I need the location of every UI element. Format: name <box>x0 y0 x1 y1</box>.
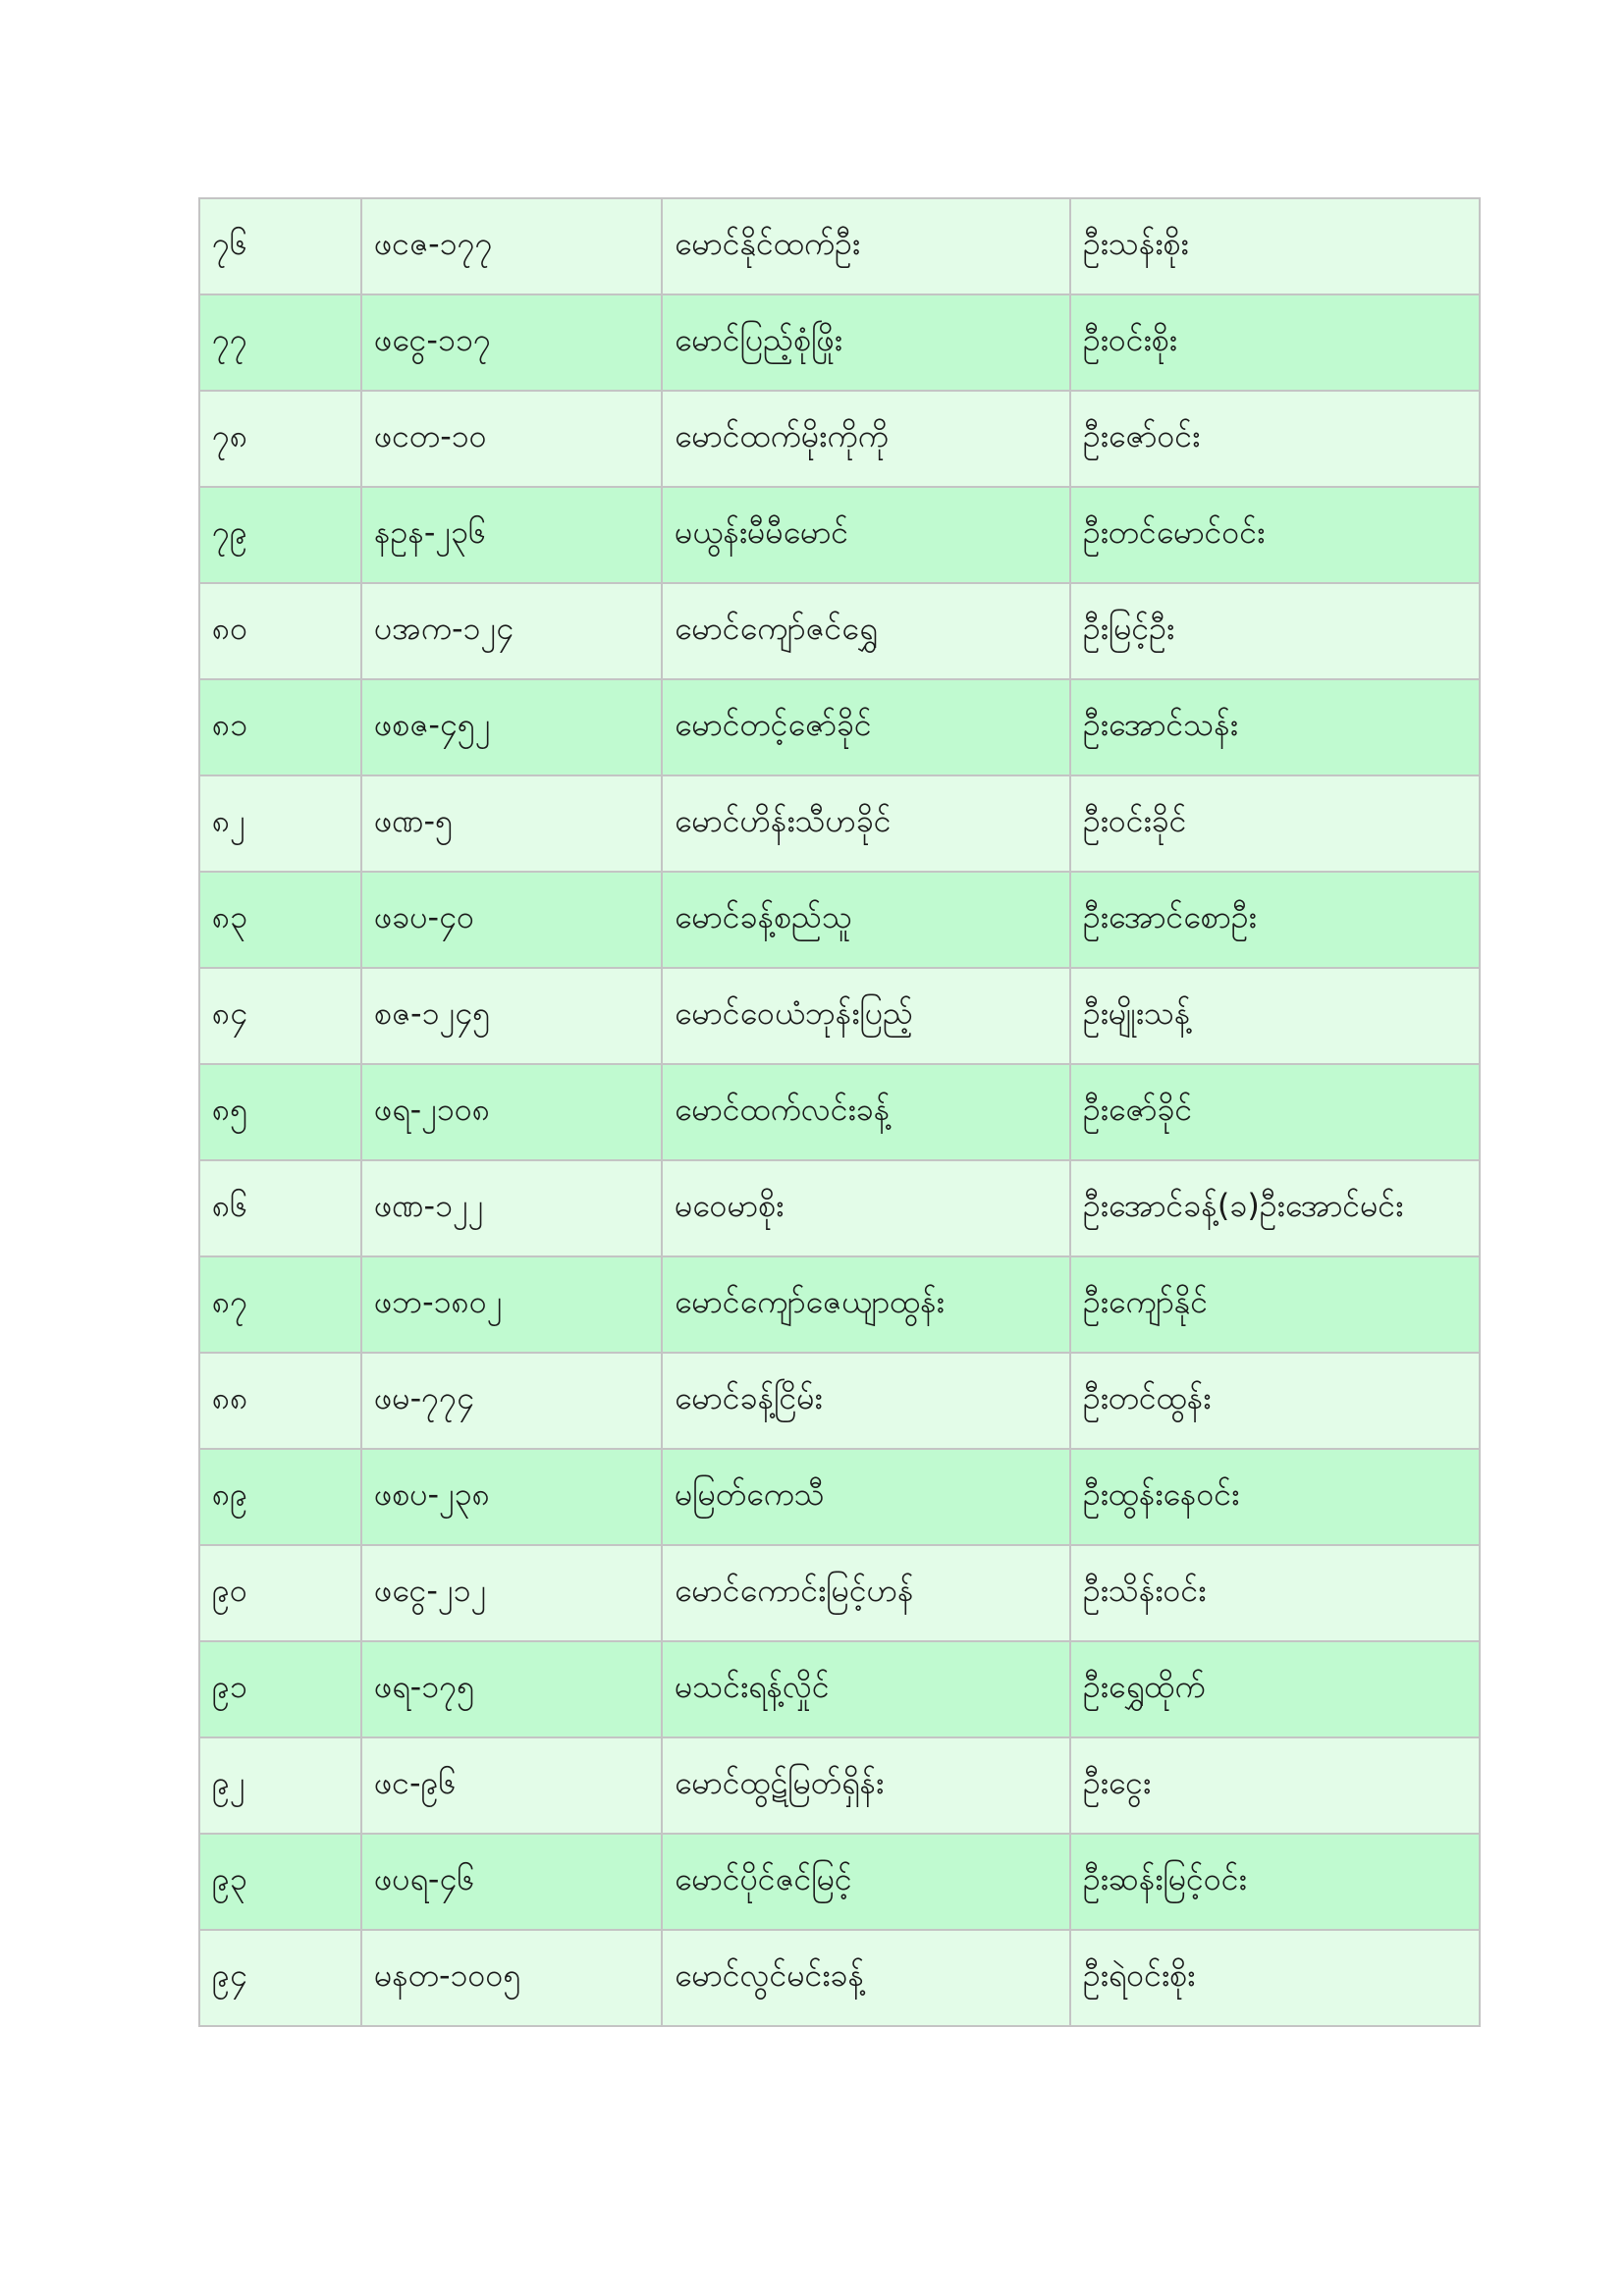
roll-number-cell: ဖမ-၇၇၄ <box>361 1353 662 1449</box>
father-name-cell: ဦးသိန်းဝင်း <box>1070 1545 1480 1641</box>
student-name-cell: မောင်တင့်ဇော်ခိုင် <box>662 679 1070 775</box>
table-row <box>199 1449 1480 1545</box>
roll-number-cell: ဖခပ-၄၀ <box>361 872 662 968</box>
table-row <box>199 1256 1480 1353</box>
father-name-cell: ဦးတင်မောင်ဝင်း <box>1070 487 1480 583</box>
table-row <box>199 294 1480 391</box>
father-name-cell: ဦးတင်ထွန်း <box>1070 1353 1480 1449</box>
father-name-cell: ဦးသန်းစိုး <box>1070 198 1480 294</box>
father-name-cell: ဦးဇော်ခိုင် <box>1070 1064 1480 1160</box>
student-name-cell: မဝေမာစိုး <box>662 1160 1070 1256</box>
father-name-cell: ဦးအောင်သန်း <box>1070 679 1480 775</box>
row-number-cell: ၉၁ <box>199 1641 361 1737</box>
row-number-cell: ၈၂ <box>199 775 361 872</box>
table-row <box>199 391 1480 487</box>
roll-number-cell: ဖငဇ-၁၇၇ <box>361 198 662 294</box>
father-name-cell: ဦးဝင်းခိုင် <box>1070 775 1480 872</box>
table-row <box>199 1641 1480 1737</box>
student-name-cell: မောင်ကျော်ဇင်ရွှေ <box>662 583 1070 679</box>
table-row <box>199 1545 1480 1641</box>
student-name-cell: မောင်ပြည့်စုံဖြိုး <box>662 294 1070 391</box>
table-row <box>199 968 1480 1064</box>
roll-number-cell: ဖပရ-၄၆ <box>361 1834 662 1930</box>
roll-number-cell: ပအက-၁၂၄ <box>361 583 662 679</box>
roll-number-cell: နဥန-၂၃၆ <box>361 487 662 583</box>
table-row <box>199 1930 1480 2026</box>
row-number-cell: ၈၃ <box>199 872 361 968</box>
row-number-cell: ၈၉ <box>199 1449 361 1545</box>
roll-number-cell: ဖစပ-၂၃၈ <box>361 1449 662 1545</box>
row-number-cell: ၇၈ <box>199 391 361 487</box>
row-number-cell: ၇၉ <box>199 487 361 583</box>
table-row <box>199 1160 1480 1256</box>
student-name-cell: မောင်ဝေယံဘုန်းပြည့် <box>662 968 1070 1064</box>
student-name-cell: မောင်ဟိန်းသီဟခိုင် <box>662 775 1070 872</box>
student-name-cell: မသင်းရန့်လှိုင် <box>662 1641 1070 1737</box>
student-name-cell: မောင်လွင်မင်းခန့် <box>662 1930 1070 2026</box>
row-number-cell: ၈၀ <box>199 583 361 679</box>
student-name-cell: မောင်ပိုင်ဇင်မြင့် <box>662 1834 1070 1930</box>
row-number-cell: ၉၄ <box>199 1930 361 2026</box>
row-number-cell: ၇၆ <box>199 198 361 294</box>
roll-number-cell: ဖရ-၂၁၀၈ <box>361 1064 662 1160</box>
father-name-cell: ဦးဝင်းစိုး <box>1070 294 1480 391</box>
row-number-cell: ၇၇ <box>199 294 361 391</box>
father-name-cell: ဦးထွန်းနေဝင်း <box>1070 1449 1480 1545</box>
student-name-cell: မောင်ကျော်ဇေယျာထွန်း <box>662 1256 1070 1353</box>
roll-number-cell: ဖစဇ-၄၅၂ <box>361 679 662 775</box>
student-name-cell: မောင်ခန့်စည်သူ <box>662 872 1070 968</box>
roll-number-cell: ဖငွေ-၂၁၂ <box>361 1545 662 1641</box>
student-name-cell: မယွန်းမီမီမောင် <box>662 487 1070 583</box>
table-row <box>199 583 1480 679</box>
roll-number-cell: ဖင-၉၆ <box>361 1737 662 1834</box>
table-row <box>199 872 1480 968</box>
row-number-cell: ၈၇ <box>199 1256 361 1353</box>
table-row <box>199 679 1480 775</box>
student-roster-table <box>198 197 1481 2027</box>
student-name-cell: မမြတ်ကေသီ <box>662 1449 1070 1545</box>
roll-number-cell: စဇ-၁၂၄၅ <box>361 968 662 1064</box>
father-name-cell: ဦးရွှေထိုက် <box>1070 1641 1480 1737</box>
father-name-cell: ဦးဆန်းမြင့်ဝင်း <box>1070 1834 1480 1930</box>
father-name-cell: ဦးမျိုးသန့် <box>1070 968 1480 1064</box>
student-name-cell: မောင်ကောင်းမြင့်ဟန် <box>662 1545 1070 1641</box>
roster-body <box>199 198 1480 2026</box>
table-row <box>199 198 1480 294</box>
roll-number-cell: ဖဘ-၁၈၀၂ <box>361 1256 662 1353</box>
student-name-cell: မောင်ထက်မိုးကိုကို <box>662 391 1070 487</box>
father-name-cell: ဦးငွေး <box>1070 1737 1480 1834</box>
table-row <box>199 775 1480 872</box>
roll-number-cell: ဖရ-၁၇၅ <box>361 1641 662 1737</box>
student-name-cell: မောင်နိုင်ထက်ဦး <box>662 198 1070 294</box>
roll-number-cell: မနတ-၁၀၀၅ <box>361 1930 662 2026</box>
row-number-cell: ၈၁ <box>199 679 361 775</box>
father-name-cell: ဦးဇော်ဝင်း <box>1070 391 1480 487</box>
student-name-cell: မောင်ထက်လင်းခန့် <box>662 1064 1070 1160</box>
table-row <box>199 487 1480 583</box>
table-row <box>199 1064 1480 1160</box>
row-number-cell: ၉၃ <box>199 1834 361 1930</box>
father-name-cell: ဦးကျော်နိုင် <box>1070 1256 1480 1353</box>
table-row <box>199 1834 1480 1930</box>
student-name-cell: မောင်ထွဋ်မြတ်ရှိန်း <box>662 1737 1070 1834</box>
father-name-cell: ဦးရဲဝင်းစိုး <box>1070 1930 1480 2026</box>
row-number-cell: ၉၂ <box>199 1737 361 1834</box>
row-number-cell: ၈၅ <box>199 1064 361 1160</box>
student-name-cell: မောင်ခန့်ငြိမ်း <box>662 1353 1070 1449</box>
row-number-cell: ၈၆ <box>199 1160 361 1256</box>
table-row <box>199 1353 1480 1449</box>
roll-number-cell: ဖငွေ-၁၁၇ <box>361 294 662 391</box>
roll-number-cell: ဖဏ-၅ <box>361 775 662 872</box>
row-number-cell: ၈၈ <box>199 1353 361 1449</box>
table-row <box>199 1737 1480 1834</box>
row-number-cell: ၉၀ <box>199 1545 361 1641</box>
roll-number-cell: ဖငတ-၁၀ <box>361 391 662 487</box>
father-name-cell: ဦးမြင့်ဦး <box>1070 583 1480 679</box>
father-name-cell: ဦးအောင်စောဦး <box>1070 872 1480 968</box>
row-number-cell: ၈၄ <box>199 968 361 1064</box>
father-name-cell: ဦးအောင်ခန့်(ခ)ဦးအောင်မင်း <box>1070 1160 1480 1256</box>
roll-number-cell: ဖဏ-၁၂၂ <box>361 1160 662 1256</box>
